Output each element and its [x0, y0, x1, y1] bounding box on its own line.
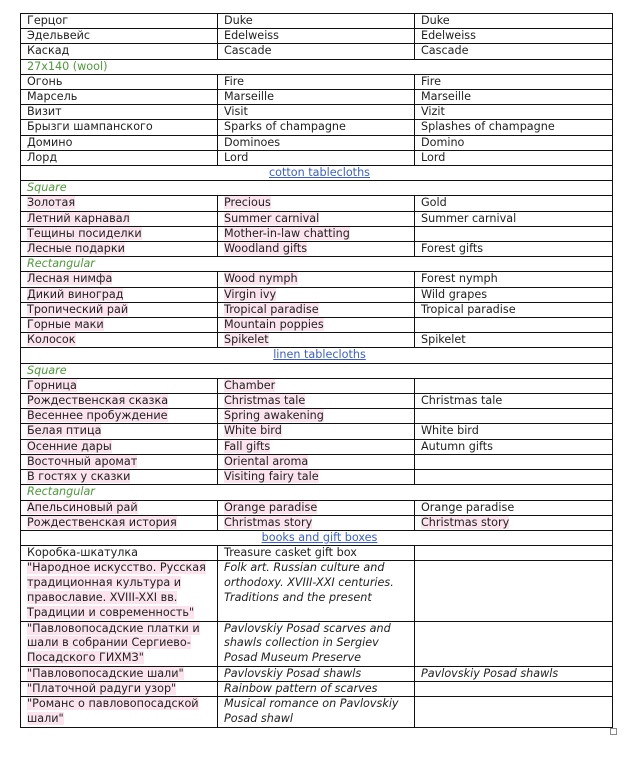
cell-text: Pavlovskiy Posad shawls	[421, 666, 559, 680]
english-translation-cell	[218, 196, 415, 211]
russian-name-cell	[21, 500, 218, 515]
subheading-cell	[21, 363, 613, 378]
english-translation-cell	[218, 44, 415, 59]
cell-text: Visit	[224, 105, 248, 119]
russian-name-cell	[21, 90, 218, 105]
russian-name-cell	[21, 14, 218, 29]
russian-name-cell	[21, 120, 218, 135]
subheading-cell	[21, 257, 613, 272]
cell-text: Тропический рай	[27, 302, 129, 316]
table-row	[21, 500, 613, 515]
table-row	[21, 302, 613, 317]
alt-translation-cell	[415, 546, 613, 561]
russian-name-cell	[21, 211, 218, 226]
english-translation-cell	[218, 378, 415, 393]
cell-text: Дикий виноград	[27, 287, 124, 301]
cell-text: Осенние дары	[27, 439, 112, 453]
cell-text: Марсель	[27, 90, 78, 104]
cell-text: Orange paradise	[421, 500, 515, 514]
cell-text: Лесные подарки	[27, 242, 125, 256]
english-translation-cell	[218, 211, 415, 226]
cell-text: Визит	[27, 105, 62, 119]
english-translation-cell	[218, 14, 415, 29]
alt-translation-cell	[415, 44, 613, 59]
cell-text: "Романс о павловопосадской шали"	[27, 697, 199, 726]
subheading-row	[21, 363, 613, 378]
russian-name-cell	[21, 682, 218, 697]
table-row	[21, 14, 613, 29]
alt-translation-cell	[415, 29, 613, 44]
cell-text: Cascade	[421, 44, 469, 58]
cell-text: Pavlovskiy Posad scarves and shawls collection in Sergiev Posad Museum Preserve	[224, 621, 391, 665]
subheading-row	[21, 485, 613, 500]
russian-name-cell	[21, 424, 218, 439]
english-translation-cell	[218, 318, 415, 333]
alt-translation-cell	[415, 272, 613, 287]
cell-text: Orange paradise	[224, 500, 318, 514]
english-translation-cell	[218, 74, 415, 89]
cell-text: Mountain poppies	[224, 318, 324, 332]
cell-text: Domino	[421, 135, 465, 149]
cell-text: Spikelet	[421, 333, 466, 347]
alt-translation-cell	[415, 105, 613, 120]
subheading-row	[21, 181, 613, 196]
russian-name-cell	[21, 302, 218, 317]
english-translation-cell	[218, 242, 415, 257]
translation-table	[20, 13, 613, 728]
table-row	[21, 150, 613, 165]
russian-name-cell	[21, 333, 218, 348]
alt-translation-cell	[415, 226, 613, 241]
alt-translation-cell	[415, 682, 613, 697]
alt-translation-cell	[415, 135, 613, 150]
table-row	[21, 470, 613, 485]
alt-translation-cell	[415, 287, 613, 302]
cell-text: Musical romance on Pavlovskiy Posad shawl	[224, 697, 399, 726]
table-row	[21, 378, 613, 393]
russian-name-cell	[21, 666, 218, 681]
cell-text: Autumn gifts	[421, 439, 493, 453]
alt-translation-cell	[415, 302, 613, 317]
alt-translation-cell	[415, 439, 613, 454]
alt-translation-cell	[415, 211, 613, 226]
cell-text: Fire	[421, 74, 441, 88]
cell-text: Splashes of champagne	[421, 120, 555, 134]
section-header-cell	[21, 530, 613, 545]
russian-name-cell	[21, 439, 218, 454]
cell-text: Лорд	[27, 150, 58, 164]
english-translation-cell	[218, 666, 415, 681]
subheading-cell	[21, 485, 613, 500]
alt-translation-cell	[415, 378, 613, 393]
subheading-cell	[21, 59, 613, 74]
english-translation-cell	[218, 424, 415, 439]
table-row	[21, 90, 613, 105]
russian-name-cell	[21, 196, 218, 211]
alt-translation-cell	[415, 318, 613, 333]
english-translation-cell	[218, 500, 415, 515]
cell-text: Cascade	[224, 44, 272, 58]
russian-name-cell	[21, 697, 218, 728]
english-translation-cell	[218, 697, 415, 728]
alt-translation-cell	[415, 697, 613, 728]
subheading-row	[21, 257, 613, 272]
cell-text: Fall gifts	[224, 439, 271, 453]
english-translation-cell	[218, 515, 415, 530]
table-row	[21, 74, 613, 89]
english-translation-cell	[218, 546, 415, 561]
table-row	[21, 211, 613, 226]
section-header-cell	[21, 166, 613, 181]
cell-text: Герцог	[27, 14, 69, 27]
cell-text: Lord	[421, 150, 446, 164]
cell-text: Lord	[224, 150, 249, 164]
cell-text: Горница	[27, 378, 77, 392]
alt-translation-cell	[415, 561, 613, 621]
english-translation-cell	[218, 439, 415, 454]
cell-text: Wild grapes	[421, 287, 488, 301]
section-header-row	[21, 348, 613, 363]
alt-translation-cell	[415, 242, 613, 257]
english-translation-cell	[218, 454, 415, 469]
alt-translation-cell	[415, 409, 613, 424]
cell-text: Marseille	[421, 90, 472, 104]
russian-name-cell	[21, 621, 218, 666]
subheading-text: Square	[27, 363, 67, 377]
table-row	[21, 561, 613, 621]
cell-text: В гостях у сказки	[27, 470, 131, 484]
table-row	[21, 666, 613, 681]
russian-name-cell	[21, 470, 218, 485]
table-row	[21, 196, 613, 211]
cell-text: Duke	[421, 14, 450, 27]
english-translation-cell	[218, 226, 415, 241]
russian-name-cell	[21, 561, 218, 621]
russian-name-cell	[21, 287, 218, 302]
alt-translation-cell	[415, 90, 613, 105]
cell-text: Christmas story	[224, 515, 313, 529]
english-translation-cell	[218, 561, 415, 621]
cell-text: Летний карнавал	[27, 211, 130, 225]
cell-text: Золотая	[27, 196, 76, 210]
cell-text: Virgin ivy	[224, 287, 277, 301]
cell-text: Огонь	[27, 74, 63, 88]
alt-translation-cell	[415, 470, 613, 485]
cell-text: Chamber	[224, 378, 276, 392]
section-link[interactable]: linen tablecloths	[273, 348, 366, 362]
english-translation-cell	[218, 29, 415, 44]
table-row	[21, 318, 613, 333]
subheading-text: Square	[27, 181, 67, 195]
section-header-row	[21, 166, 613, 181]
cell-text: Visiting fairy tale	[224, 470, 319, 484]
english-translation-cell	[218, 135, 415, 150]
cell-text: Vizit	[421, 105, 445, 119]
table-row	[21, 29, 613, 44]
russian-name-cell	[21, 515, 218, 530]
russian-name-cell	[21, 242, 218, 257]
russian-name-cell	[21, 44, 218, 59]
cell-text: White bird	[421, 424, 479, 438]
section-header-row	[21, 530, 613, 545]
table-row	[21, 333, 613, 348]
cell-text: Брызги шампанского	[27, 120, 153, 134]
cell-text: Dominoes	[224, 135, 281, 149]
table-row	[21, 105, 613, 120]
alt-translation-cell	[415, 500, 613, 515]
cell-text: Рождественская сказка	[27, 394, 169, 408]
cell-text: Christmas tale	[421, 394, 503, 408]
russian-name-cell	[21, 74, 218, 89]
english-translation-cell	[218, 470, 415, 485]
russian-name-cell	[21, 318, 218, 333]
russian-name-cell	[21, 272, 218, 287]
cell-text: "Павловопосадские платки и шали в собрании Сергиево-Посадского ГИХМЗ"	[27, 621, 200, 665]
cell-text: Mother-in-law chatting	[224, 226, 350, 240]
subheading-text: Rectangular	[27, 485, 95, 499]
russian-name-cell	[21, 29, 218, 44]
cell-text: "Павловопосадские шали"	[27, 666, 184, 680]
cell-text: Spring awakening	[224, 409, 324, 423]
table-row	[21, 546, 613, 561]
cell-text: Oriental aroma	[224, 454, 309, 468]
table-row	[21, 454, 613, 469]
cell-text: Edelweiss	[224, 29, 279, 43]
cell-text: Горные маки	[27, 318, 104, 332]
alt-translation-cell	[415, 515, 613, 530]
cell-text: Wood nymph	[224, 272, 298, 286]
cell-text: Gold	[421, 196, 447, 210]
cell-text: Duke	[224, 14, 253, 27]
cell-text: Spikelet	[224, 333, 269, 347]
cell-text: Tropical paradise	[421, 302, 516, 316]
english-translation-cell	[218, 287, 415, 302]
subheading-row	[21, 59, 613, 74]
alt-translation-cell	[415, 454, 613, 469]
english-translation-cell	[218, 621, 415, 666]
cell-text: Колосок	[27, 333, 76, 347]
cell-text: Forest nymph	[421, 272, 498, 286]
english-translation-cell	[218, 682, 415, 697]
cell-text: Sparks of champagne	[224, 120, 346, 134]
cell-text: Forest gifts	[421, 242, 484, 256]
cell-text: Весеннее пробуждение	[27, 409, 168, 423]
russian-name-cell	[21, 135, 218, 150]
section-link[interactable]: books and gift boxes	[261, 530, 378, 544]
cell-text: Folk art. Russian culture and orthodoxy. XVIII-XXI centuries. Traditions and the present	[224, 561, 394, 604]
cell-text: Каскад	[27, 44, 70, 58]
english-translation-cell	[218, 120, 415, 135]
cell-text: "Платочной радуги узор"	[27, 682, 177, 696]
english-translation-cell	[218, 105, 415, 120]
table-row	[21, 287, 613, 302]
cell-text: Апельсиновый рай	[27, 500, 138, 514]
alt-translation-cell	[415, 333, 613, 348]
alt-translation-cell	[415, 150, 613, 165]
table-row	[21, 44, 613, 59]
alt-translation-cell	[415, 74, 613, 89]
table-row	[21, 621, 613, 666]
russian-name-cell	[21, 409, 218, 424]
cell-text: Рождественская история	[27, 515, 177, 529]
cell-text: Fire	[224, 74, 244, 88]
cell-text: Christmas story	[421, 515, 510, 529]
cell-text: White bird	[224, 424, 282, 438]
cell-text: Treasure casket gift box	[224, 546, 357, 560]
section-link[interactable]: cotton tablecloths	[268, 166, 370, 180]
cell-text: Домино	[27, 135, 73, 149]
table-row	[21, 272, 613, 287]
russian-name-cell	[21, 546, 218, 561]
subheading-text: Rectangular	[27, 257, 95, 271]
alt-translation-cell	[415, 394, 613, 409]
table-row	[21, 515, 613, 530]
english-translation-cell	[218, 272, 415, 287]
alt-translation-cell	[415, 666, 613, 681]
table-row	[21, 135, 613, 150]
english-translation-cell	[218, 150, 415, 165]
table-row	[21, 242, 613, 257]
cell-text: "Народное искусство. Русская традиционная культура и православие. XVIII-XXI вв. Традиции и современность"	[27, 561, 206, 619]
subheading-text: 27x140 (wool)	[27, 59, 108, 73]
table-resize-handle[interactable]	[610, 728, 617, 735]
russian-name-cell	[21, 105, 218, 120]
alt-translation-cell	[415, 621, 613, 666]
cell-text: Эдельвейс	[27, 29, 91, 43]
cell-text: Тещины посиделки	[27, 226, 142, 240]
cell-text: Rainbow pattern of scarves	[224, 682, 378, 696]
alt-translation-cell	[415, 196, 613, 211]
cell-text: Tropical paradise	[224, 302, 319, 316]
english-translation-cell	[218, 302, 415, 317]
cell-text: Precious	[224, 196, 271, 210]
table-row	[21, 409, 613, 424]
cell-text: Marseille	[224, 90, 275, 104]
cell-text: Лесная нимфа	[27, 272, 113, 286]
alt-translation-cell	[415, 120, 613, 135]
alt-translation-cell	[415, 424, 613, 439]
cell-text: Коробка-шкатулка	[27, 546, 139, 560]
russian-name-cell	[21, 150, 218, 165]
english-translation-cell	[218, 394, 415, 409]
russian-name-cell	[21, 394, 218, 409]
russian-name-cell	[21, 378, 218, 393]
cell-text: Pavlovskiy Posad shawls	[224, 666, 362, 680]
russian-name-cell	[21, 454, 218, 469]
cell-text: Christmas tale	[224, 394, 306, 408]
cell-text: Белая птица	[27, 424, 102, 438]
subheading-cell	[21, 181, 613, 196]
alt-translation-cell	[415, 14, 613, 29]
english-translation-cell	[218, 90, 415, 105]
section-header-cell	[21, 348, 613, 363]
english-translation-cell	[218, 409, 415, 424]
table-row	[21, 424, 613, 439]
cell-text: Восточный аромат	[27, 454, 138, 468]
table-row	[21, 226, 613, 241]
table-row	[21, 394, 613, 409]
cell-text: Summer carnival	[224, 211, 320, 225]
table-row	[21, 697, 613, 728]
table-row	[21, 120, 613, 135]
table-row	[21, 682, 613, 697]
english-translation-cell	[218, 333, 415, 348]
cell-text: Woodland gifts	[224, 242, 308, 256]
cell-text: Edelweiss	[421, 29, 476, 43]
russian-name-cell	[21, 226, 218, 241]
table-row	[21, 439, 613, 454]
cell-text: Summer carnival	[421, 211, 517, 225]
